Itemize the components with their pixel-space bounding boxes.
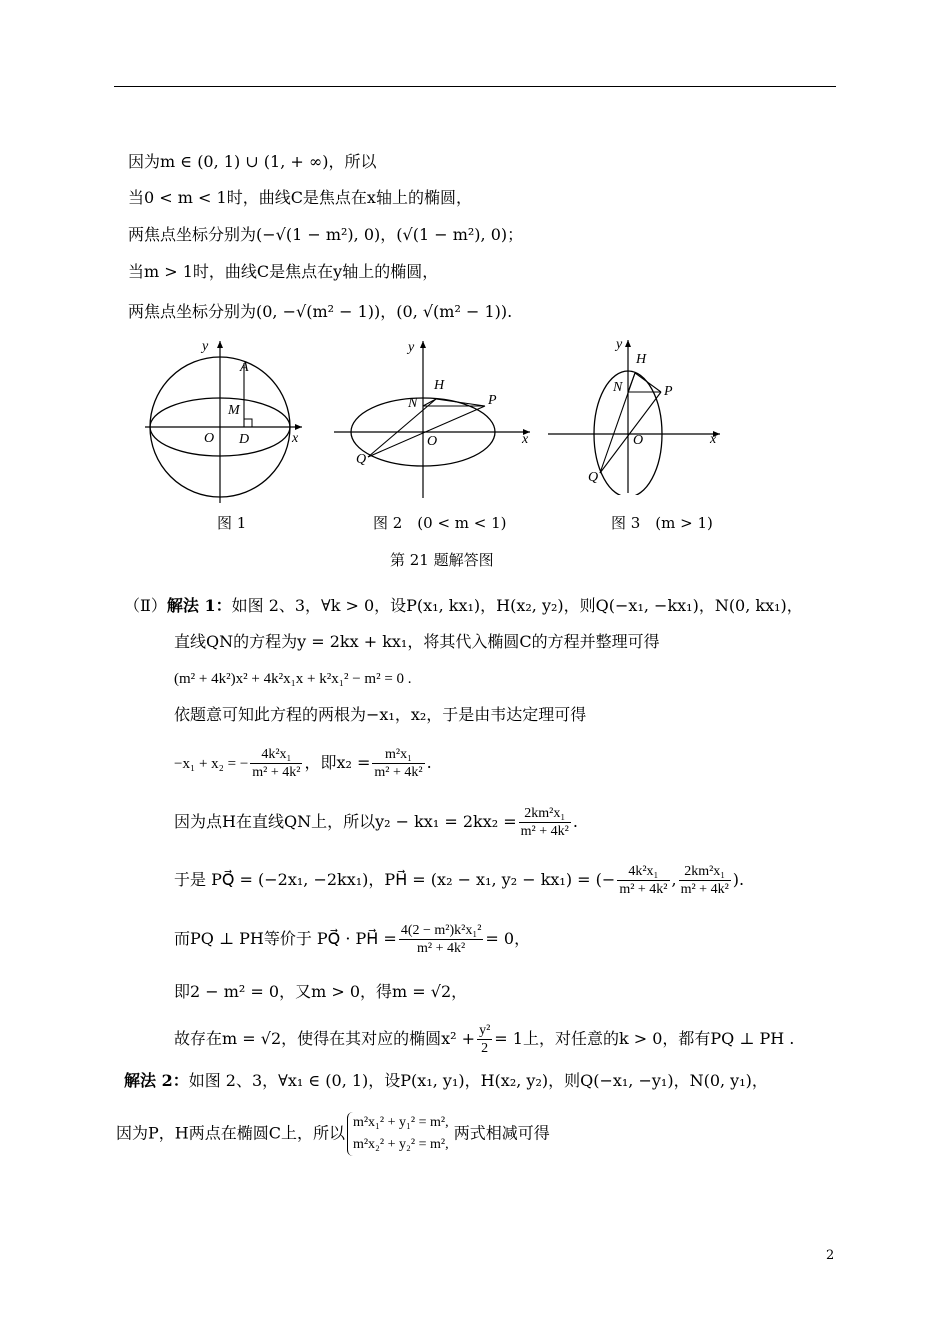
solution1-part-label: （Ⅱ） bbox=[124, 596, 167, 615]
figure-1-caption: 图 1 bbox=[217, 514, 247, 532]
vectors-fraction-1 bbox=[617, 863, 669, 898]
vieta-num-1: 4k²x₁ bbox=[261, 747, 292, 762]
vieta-mid: ，即x₂ = bbox=[304, 753, 371, 772]
page-number: 2 bbox=[826, 1248, 835, 1263]
vieta-fraction-2 bbox=[372, 746, 424, 781]
system-row-1: m²x₁² + y₁² = m², bbox=[352, 1115, 449, 1130]
solution1-title: 解法 1： bbox=[166, 596, 232, 615]
conclusion-den: 2 bbox=[477, 1039, 492, 1057]
figures-main-caption: 第 21 题解答图 bbox=[390, 551, 494, 569]
conclusion-fraction bbox=[477, 1022, 492, 1057]
dot-num: 4(2 − m²)k²x₁² bbox=[400, 923, 482, 938]
fig3-point-Q: Q bbox=[588, 470, 599, 485]
solution2-heading bbox=[124, 1070, 768, 1092]
vieta-fraction-1 bbox=[250, 746, 302, 781]
vieta-num-2: m²x₁ bbox=[385, 747, 412, 762]
fig1-point-A: A bbox=[240, 360, 249, 375]
figure-1 bbox=[140, 335, 310, 510]
fig2-y-label: y bbox=[408, 340, 415, 355]
figure-3-caption: 图 3 (m > 1) bbox=[611, 514, 713, 532]
vieta-lhs: −x₁ + x₂ = − bbox=[174, 756, 249, 772]
point-h-lhs: 因为点H在直线QN上，所以y₂ − kx₁ = 2kx₂ = bbox=[174, 812, 517, 831]
fig1-point-O: O bbox=[204, 431, 215, 446]
point-h-fraction bbox=[519, 805, 571, 840]
conclusion-end: = 1上，对任意的k > 0，都有PQ ⊥ PH . bbox=[494, 1029, 795, 1048]
vectors-sep: , bbox=[671, 870, 677, 889]
fig2-point-N: N bbox=[408, 396, 418, 411]
conclusion-num: y² bbox=[479, 1023, 491, 1038]
fig3-y-label: y bbox=[616, 337, 623, 352]
solution1-equation-1: (m² + 4k²)x² + 4k²x₁x + k²x₁² − m² = 0 . bbox=[174, 671, 412, 687]
solution1-setup: 如图 2、3，∀k > 0，设P(x₁, kx₁)，H(x₂, y₂)，则Q(−x₁, −kx₁)，N(0, kx₁)， bbox=[231, 596, 803, 615]
text-line-3: 两焦点坐标分别为(−√(1 − m²), 0)，(√(1 − m²), 0)； bbox=[128, 225, 524, 244]
fig1-x-label: x bbox=[292, 431, 299, 446]
fig3-point-H: H bbox=[636, 352, 647, 367]
point-h-den: m² + 4k² bbox=[520, 824, 569, 839]
solution2-system-line bbox=[116, 1112, 550, 1156]
vieta-end: . bbox=[426, 753, 432, 772]
vectors-den-1: m² + 4k² bbox=[619, 882, 668, 897]
solution1-conclusion-line bbox=[174, 1022, 794, 1057]
system-row-2: m²x₂² + y₂² = m², bbox=[352, 1137, 449, 1152]
text-line-2: 当0 < m < 1时，曲线C是焦点在x轴上的椭圆， bbox=[128, 188, 472, 207]
dot-end: = 0， bbox=[485, 929, 531, 948]
point-h-num: 2km²x₁ bbox=[524, 806, 566, 821]
text-line-1: 因为m ∈ (0, 1) ∪ (1, + ∞)，所以 bbox=[128, 152, 377, 171]
conclusion-lhs: 故存在m = √2，使得在其对应的椭圆x² + bbox=[174, 1029, 476, 1048]
text-line-5: 两焦点坐标分别为(0, −√(m² − 1))，(0, √(m² − 1)). bbox=[128, 302, 513, 321]
fig2-point-Q: Q bbox=[356, 452, 367, 467]
system-end: 两式相减可得 bbox=[453, 1123, 550, 1143]
vectors-num-2: 2km²x₁ bbox=[684, 864, 726, 879]
solution1-vectors-line bbox=[174, 863, 744, 898]
solution1-heading bbox=[124, 595, 803, 617]
fig3-x-label: x bbox=[710, 432, 717, 447]
figure-2-caption: 图 2 (0 < m < 1) bbox=[373, 514, 507, 532]
solution2-title: 解法 2： bbox=[124, 1071, 189, 1090]
dot-lhs: 而PQ ⊥ PH等价于 PQ⃗ · PH⃗ = bbox=[174, 929, 397, 948]
solution2-setup: 如图 2、3，∀x₁ ∈ (0, 1)，设P(x₁, y₁)，H(x₂, y₂)，则Q(−x₁, −y₁)，N(0, y₁)， bbox=[188, 1071, 768, 1090]
solution1-result-line: 即2 − m² = 0，又m > 0，得m = √2， bbox=[174, 982, 468, 1001]
vieta-den-2: m² + 4k² bbox=[374, 765, 423, 780]
vectors-end: ). bbox=[732, 870, 745, 889]
solution1-step-1: 直线QN的方程为y = 2kx + kx₁，将其代入椭圆C的方程并整理可得 bbox=[174, 632, 660, 651]
solution1-step-2: 依题意可知此方程的两根为−x₁，x₂，于是由韦达定理可得 bbox=[174, 705, 587, 724]
fig3-point-N: N bbox=[613, 380, 623, 395]
fig2-point-H: H bbox=[434, 378, 445, 393]
fig2-point-O: O bbox=[427, 434, 438, 449]
solution1-point-h-line bbox=[174, 805, 578, 840]
vectors-lhs: 于是 PQ⃗ = (−2x₁, −2kx₁)，PH⃗ = (x₂ − x₁, y₂ − kx₁) = (− bbox=[174, 870, 616, 889]
fig3-point-P: P bbox=[664, 384, 673, 399]
dot-den: m² + 4k² bbox=[399, 939, 484, 957]
equation-system bbox=[347, 1112, 449, 1156]
vieta-den-1: m² + 4k² bbox=[252, 765, 301, 780]
vectors-num-1: 4k²x₁ bbox=[628, 864, 659, 879]
text-line-4: 当m > 1时，曲线C是焦点在y轴上的椭圆， bbox=[128, 262, 439, 281]
vectors-fraction-2 bbox=[679, 863, 731, 898]
solution1-dot-product-line bbox=[174, 922, 530, 957]
header-rule bbox=[114, 86, 836, 87]
fig1-point-D: D bbox=[239, 432, 250, 447]
dot-fraction bbox=[399, 922, 484, 957]
fig2-x-label: x bbox=[522, 432, 529, 447]
fig1-y-label: y bbox=[202, 339, 209, 354]
point-h-end: . bbox=[572, 812, 578, 831]
system-lhs: 因为P，H两点在椭圆C上，所以 bbox=[116, 1123, 345, 1143]
fig2-point-P: P bbox=[488, 393, 497, 408]
vectors-den-2: m² + 4k² bbox=[680, 882, 729, 897]
fig3-point-O: O bbox=[633, 433, 644, 448]
figure-3 bbox=[540, 335, 730, 495]
solution1-vieta-line bbox=[174, 746, 432, 781]
fig1-point-M: M bbox=[228, 403, 240, 418]
figure-2 bbox=[330, 335, 540, 510]
